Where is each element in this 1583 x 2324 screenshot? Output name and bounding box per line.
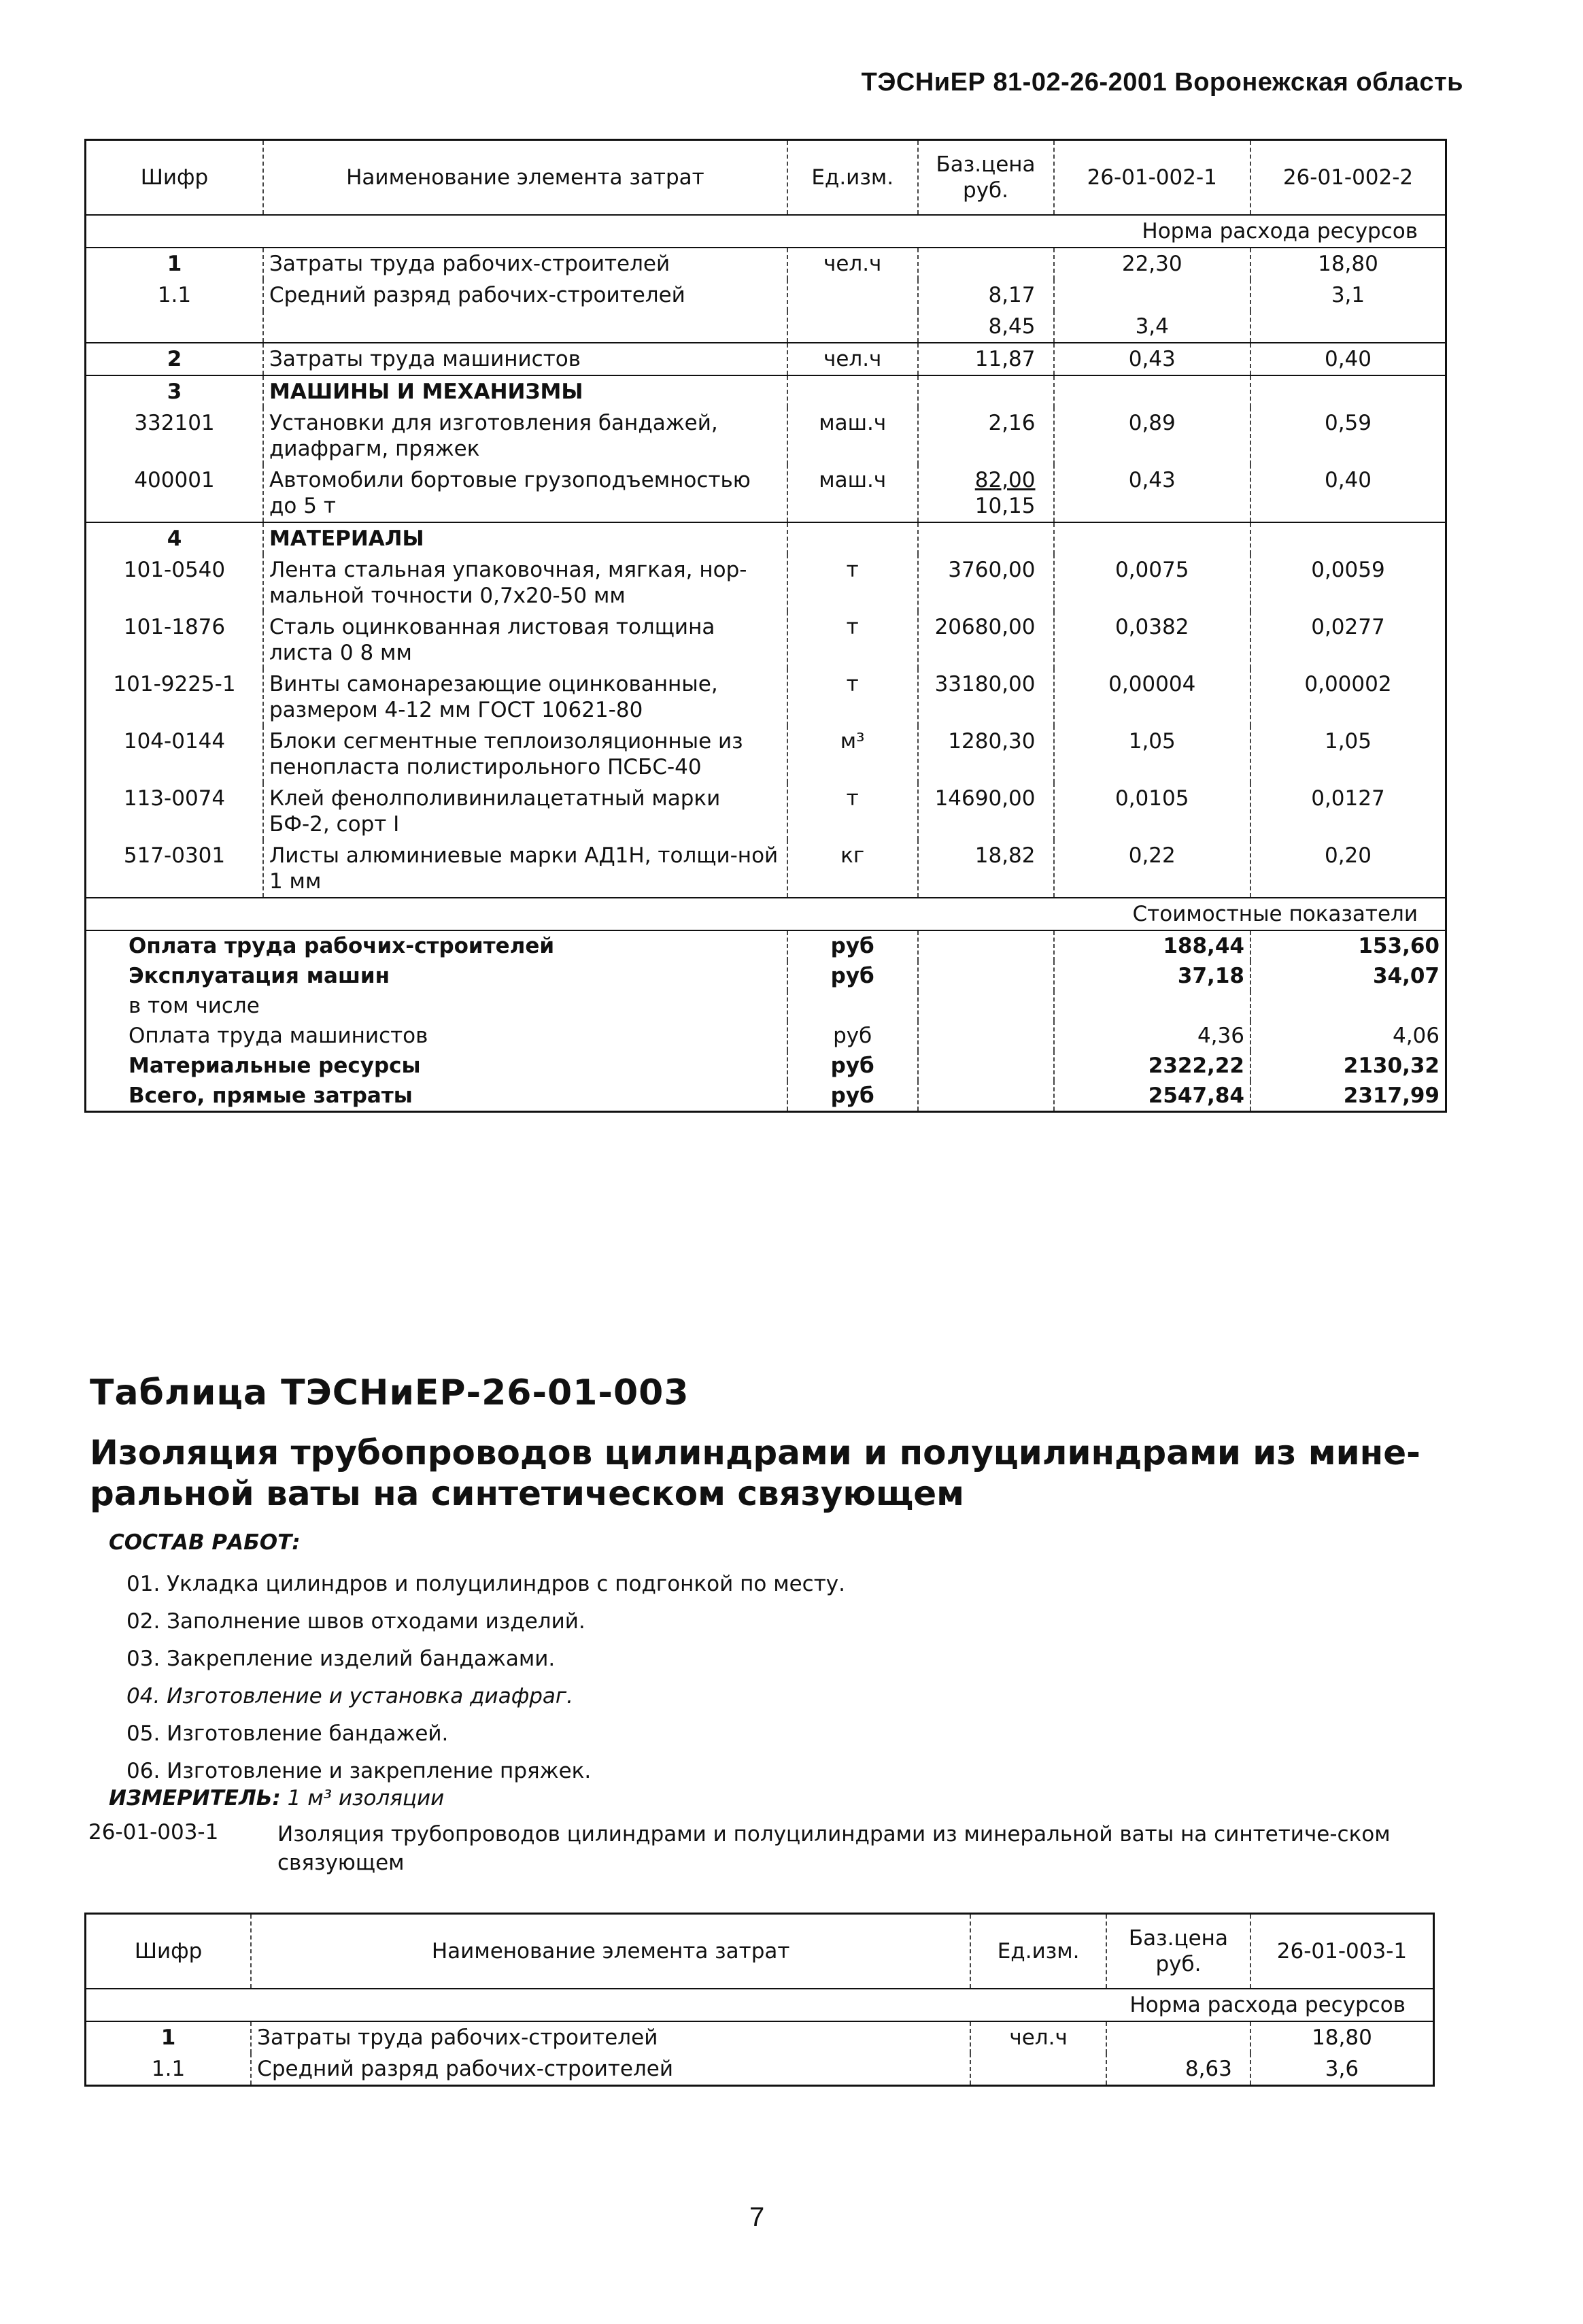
cost-value-1: 188,44 (1054, 930, 1250, 961)
column-header: 26-01-002-1 (1054, 140, 1250, 216)
row-name: Средний разряд рабочих-строителей (263, 280, 787, 311)
row-code: 1 (160, 2025, 176, 2050)
cost-unit (787, 991, 918, 1021)
cost-name: Материальные ресурсы (129, 1054, 421, 1078)
row-name: Средний разряд рабочих-строителей (251, 2053, 970, 2086)
price-value-2: 10,15 (974, 494, 1036, 518)
row-unit: м³ (787, 726, 918, 783)
row-price (918, 522, 1054, 554)
column-header: 26-01-003-1 (1250, 1914, 1434, 1989)
cost-value-2: 2130,32 (1250, 1051, 1446, 1081)
cost-name: в том числе (129, 994, 260, 1018)
row-name: Затраты труда машинистов (263, 343, 787, 375)
row-unit: маш.ч (787, 465, 918, 522)
cost-unit: руб (787, 930, 918, 961)
norm-header: Норма расхода ресурсов (86, 215, 1446, 248)
table-header-row (86, 1914, 1434, 1989)
row-value-1: 1,05 (1054, 726, 1250, 783)
table-header-row (86, 140, 1446, 216)
norm-header: Норма расхода ресурсов (86, 1989, 1434, 2021)
row-value-2: 0,0059 (1250, 554, 1446, 611)
cost-unit: руб (787, 961, 918, 991)
cost-name: Эксплуатация машин (129, 964, 390, 988)
table-row (86, 311, 1446, 343)
cost-value-2: 34,07 (1250, 961, 1446, 991)
cost-name: Оплата труда машинистов (129, 1024, 428, 1048)
cost-row (86, 930, 1446, 961)
cost-value-1: 2547,84 (1054, 1081, 1250, 1112)
row-price: 8,45 (918, 311, 1054, 343)
row-price: 8,17 (918, 280, 1054, 311)
norm-header-row (86, 1989, 1434, 2021)
row-unit: чел.ч (970, 2021, 1106, 2053)
row-price: 11,87 (918, 343, 1054, 375)
row-value-1 (1054, 280, 1250, 311)
cost-row (86, 1051, 1446, 1081)
row-code: 517-0301 (123, 843, 226, 868)
row-unit: чел.ч (787, 343, 918, 375)
cost-value-1 (1054, 991, 1250, 1021)
row-value-1: 0,00004 (1054, 669, 1250, 726)
table-row (86, 280, 1446, 311)
table-row (86, 248, 1446, 280)
row-value-1: 0,0382 (1054, 611, 1250, 669)
norm-code: 26-01-003-1 (88, 1820, 219, 1845)
cost-unit: руб (787, 1021, 918, 1051)
table-row (86, 2053, 1434, 2086)
row-price: 3760,00 (918, 554, 1054, 611)
row-price: 33180,00 (918, 669, 1054, 726)
column-header: Шифр (86, 140, 263, 216)
table-title: Таблица ТЭСНиЕР-26-01-003 (90, 1372, 690, 1413)
row-unit: маш.ч (787, 407, 918, 465)
row-value-1: 0,0075 (1054, 554, 1250, 611)
row-value-2: 0,40 (1250, 465, 1446, 522)
row-price (1106, 2021, 1250, 2053)
page-number: 7 (749, 2202, 765, 2232)
row-value-2: 0,40 (1250, 343, 1446, 375)
cost-price (918, 930, 1054, 961)
row-value-1: 3,4 (1054, 311, 1250, 343)
row-price: 1280,30 (918, 726, 1054, 783)
row-unit (787, 375, 918, 407)
row-value-1: 0,43 (1054, 465, 1250, 522)
row-value-2 (1250, 522, 1446, 554)
row-code: 3 (86, 375, 263, 407)
works-label: СОСТАВ РАБОТ: (109, 1530, 301, 1555)
column-header: Шифр (86, 1914, 252, 1989)
row-name: Затраты труда рабочих-строителей (263, 248, 787, 280)
row-code: 4 (86, 522, 263, 554)
column-header: Ед.изм. (787, 140, 918, 216)
row-unit: т (787, 669, 918, 726)
row-price: 20680,00 (918, 611, 1054, 669)
row-unit: чел.ч (787, 248, 918, 280)
table-row (86, 343, 1446, 375)
table-row (86, 726, 1446, 783)
row-code: 101-1876 (123, 615, 226, 639)
table-row (86, 783, 1446, 840)
cost-value-2 (1250, 991, 1446, 1021)
cost-value-1: 2322,22 (1054, 1051, 1250, 1081)
cost-price (918, 991, 1054, 1021)
norm-header-row (86, 215, 1446, 248)
measure (109, 1786, 444, 1811)
cost-value-1: 37,18 (1054, 961, 1250, 991)
cost-row (86, 1021, 1446, 1051)
work-item: 04. Изготовление и установка диафраг. (126, 1684, 574, 1708)
measure-label: ИЗМЕРИТЕЛЬ: (109, 1786, 281, 1811)
work-item: 02. Заполнение швов отходами изделий. (126, 1609, 585, 1634)
cost-value-2: 2317,99 (1250, 1081, 1446, 1112)
cost-price (918, 1081, 1054, 1112)
row-name: Сталь оцинкованная листовая толщина листа 0 8 мм (263, 611, 787, 669)
row-name (263, 311, 787, 343)
row-value-2 (1250, 311, 1446, 343)
row-name: Установки для изготовления бандажей, диафрагм, пряжек (263, 407, 787, 465)
row-value-2: 0,00002 (1250, 669, 1446, 726)
row-name: Листы алюминиевые марки АД1Н, толщи-ной 1 мм (263, 840, 787, 898)
row-name: Винты самонарезающие оцинкованные, размером 4-12 мм ГОСТ 10621-80 (263, 669, 787, 726)
row-price: 2,16 (918, 407, 1054, 465)
norm-description: Изоляция трубопроводов цилиндрами и полуцилиндрами из минеральной ваты на синтетиче-ском связующем (277, 1822, 1391, 1875)
row-name: МАТЕРИАЛЫ (263, 522, 787, 554)
row-price: 14690,00 (918, 783, 1054, 840)
measure-value: 1 м³ изоляции (287, 1786, 445, 1811)
row-code: 113-0074 (123, 786, 226, 811)
row-code: 104-0144 (123, 729, 226, 754)
row-value-2: 1,05 (1250, 726, 1446, 783)
row-code: 332101 (134, 411, 215, 435)
table-row (86, 840, 1446, 898)
row-price (918, 465, 1054, 522)
works-list (126, 1566, 845, 1790)
cost-value-1: 4,36 (1054, 1021, 1250, 1051)
cost-name: Оплата труда рабочих-строителей (129, 934, 555, 958)
table-row (86, 669, 1446, 726)
row-unit (787, 280, 918, 311)
work-item: 05. Изготовление бандажей. (126, 1721, 449, 1746)
resource-table-1 (84, 139, 1447, 1113)
row-value-2: 0,20 (1250, 840, 1446, 898)
row-unit: кг (787, 840, 918, 898)
table-row (86, 611, 1446, 669)
row-name: МАШИНЫ И МЕХАНИЗМЫ (263, 375, 787, 407)
column-header: Баз.цена руб. (918, 140, 1054, 216)
cost-header: Стоимостные показатели (86, 898, 1446, 930)
row-value-2: 3,1 (1250, 280, 1446, 311)
column-header: Баз.цена руб. (1106, 1914, 1250, 1989)
cost-value-2: 153,60 (1250, 930, 1446, 961)
table-row (86, 375, 1446, 407)
row-unit: т (787, 554, 918, 611)
cost-price (918, 1051, 1054, 1081)
row-price: 18,82 (918, 840, 1054, 898)
row-code: 101-0540 (123, 558, 226, 582)
row-value-1 (1054, 375, 1250, 407)
row-value-1: 0,0105 (1054, 783, 1250, 840)
column-header: Наименование элемента затрат (263, 140, 787, 216)
cost-header-row (86, 898, 1446, 930)
table-row (86, 554, 1446, 611)
row-code: 101-9225-1 (113, 672, 236, 696)
row-price (918, 248, 1054, 280)
table-row (86, 522, 1446, 554)
cost-price (918, 1021, 1054, 1051)
row-name: Лента стальная упаковочная, мягкая, нор-мальной точности 0,7х20-50 мм (263, 554, 787, 611)
row-code: 400001 (134, 468, 215, 492)
row-value-1: 22,30 (1054, 248, 1250, 280)
row-value-1: 0,89 (1054, 407, 1250, 465)
column-header: Наименование элемента затрат (251, 1914, 970, 1989)
row-price (918, 375, 1054, 407)
table-row (86, 465, 1446, 522)
resource-table-2 (84, 1913, 1435, 2087)
row-name: Клей фенолполивинилацетатный марки БФ-2, сорт I (263, 783, 787, 840)
row-unit (787, 522, 918, 554)
row-value-1: 0,43 (1054, 343, 1250, 375)
row-value-1: 18,80 (1250, 2021, 1434, 2053)
row-code: 2 (86, 343, 263, 375)
cost-unit: руб (787, 1051, 918, 1081)
row-value-2: 0,0277 (1250, 611, 1446, 669)
row-value-1 (1054, 522, 1250, 554)
row-name: Затраты труда рабочих-строителей (251, 2021, 970, 2053)
table-row (86, 2021, 1434, 2053)
row-price: 8,63 (1106, 2053, 1250, 2086)
price-value: 82,00 (974, 468, 1036, 492)
row-unit (970, 2053, 1106, 2086)
row-code: 1 (167, 252, 182, 276)
page-header: ТЭСНиЕР 81-02-26-2001 Воронежская область (861, 68, 1463, 97)
column-header: Ед.изм. (970, 1914, 1106, 1989)
section-title: Изоляция трубопроводов цилиндрами и полуцилиндрами из мине-ральной ваты на синтетическом связующем (90, 1433, 1420, 1513)
column-header: 26-01-002-2 (1250, 140, 1446, 216)
work-item: 03. Закрепление изделий бандажами. (126, 1647, 556, 1671)
cost-row (86, 1081, 1446, 1112)
cost-name: Всего, прямые затраты (129, 1083, 413, 1108)
row-unit: т (787, 783, 918, 840)
cost-price (918, 961, 1054, 991)
row-value-2: 18,80 (1250, 248, 1446, 280)
row-value-1: 0,22 (1054, 840, 1250, 898)
row-unit (787, 311, 918, 343)
cost-value-2: 4,06 (1250, 1021, 1446, 1051)
table-row (86, 407, 1446, 465)
cost-row (86, 991, 1446, 1021)
row-value-2: 0,0127 (1250, 783, 1446, 840)
row-code: 1.1 (151, 2057, 186, 2081)
row-code (86, 311, 263, 343)
work-item: 01. Укладка цилиндров и полуцилиндров с подгонкой по месту. (126, 1572, 845, 1596)
row-value-1: 3,6 (1250, 2053, 1434, 2086)
cost-row (86, 961, 1446, 991)
row-name: Автомобили бортовые грузоподъемностью до 5 т (263, 465, 787, 522)
row-unit: т (787, 611, 918, 669)
cost-unit: руб (787, 1081, 918, 1112)
work-item: 06. Изготовление и закрепление пряжек. (126, 1759, 592, 1783)
row-value-2: 0,59 (1250, 407, 1446, 465)
row-name: Блоки сегментные теплоизоляционные из пенопласта полистирольного ПСБС-40 (263, 726, 787, 783)
row-code: 1.1 (157, 283, 192, 307)
row-value-2 (1250, 375, 1446, 407)
